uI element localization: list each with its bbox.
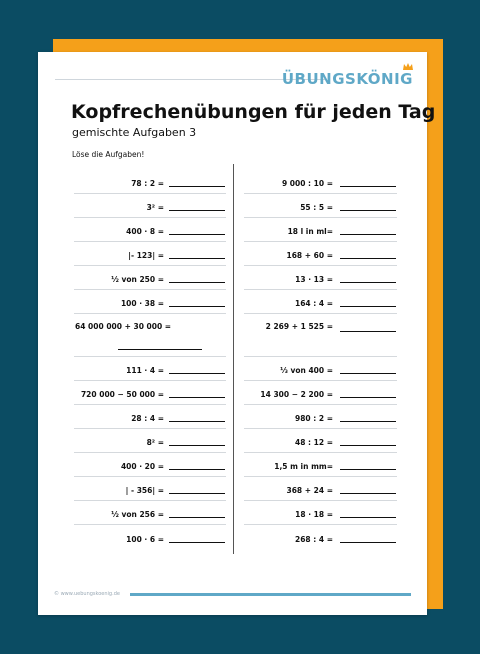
task-row bbox=[74, 381, 226, 405]
task-row bbox=[244, 290, 397, 314]
answer-line[interactable] bbox=[340, 469, 396, 470]
task-expression: 980 : 2 = bbox=[295, 414, 333, 423]
answer-line[interactable] bbox=[169, 397, 225, 398]
task-row bbox=[74, 194, 226, 218]
task-row bbox=[244, 357, 397, 381]
task-expression: 78 : 2 = bbox=[131, 179, 164, 188]
answer-line[interactable] bbox=[340, 258, 396, 259]
task-expression: 9 000 : 10 = bbox=[281, 179, 333, 188]
answer-line[interactable] bbox=[340, 306, 396, 307]
answer-line[interactable] bbox=[340, 373, 396, 374]
crown-icon bbox=[403, 63, 413, 70]
answer-line[interactable] bbox=[340, 210, 396, 211]
task-row bbox=[244, 218, 397, 242]
task-row bbox=[74, 290, 226, 314]
answer-line[interactable] bbox=[340, 445, 396, 446]
task-expression: 3² = bbox=[146, 203, 164, 212]
answer-line[interactable] bbox=[340, 542, 396, 543]
task-row bbox=[74, 453, 226, 477]
task-expression: ½ von 256 = bbox=[111, 510, 164, 519]
task-expression: |- 123| = bbox=[128, 251, 164, 260]
answer-line[interactable] bbox=[340, 493, 396, 494]
task-row bbox=[244, 266, 397, 290]
answer-line[interactable] bbox=[118, 349, 202, 350]
task-row bbox=[74, 405, 226, 429]
answer-line[interactable] bbox=[340, 282, 396, 283]
task-expression: 400 · 8 = bbox=[126, 227, 164, 236]
task-expression: 18 · 18 = bbox=[295, 510, 333, 519]
answer-line[interactable] bbox=[340, 331, 396, 332]
task-row bbox=[74, 429, 226, 453]
task-row bbox=[244, 242, 397, 266]
task-row bbox=[244, 429, 397, 453]
task-expression: 111 · 4 = bbox=[126, 366, 164, 375]
answer-line[interactable] bbox=[169, 234, 225, 235]
instruction-text: Löse die Aufgaben! bbox=[72, 150, 145, 159]
task-expression: 55 : 5 = bbox=[300, 203, 333, 212]
answer-line[interactable] bbox=[169, 282, 225, 283]
task-expression: 8² = bbox=[146, 438, 164, 447]
task-expression: 14 300 − 2 200 = bbox=[260, 390, 333, 399]
answer-line[interactable] bbox=[340, 186, 396, 187]
answer-line[interactable] bbox=[169, 258, 225, 259]
task-expression: 100 · 6 = bbox=[126, 535, 164, 544]
task-expression: 268 : 4 = bbox=[295, 535, 333, 544]
task-expression: ⅓ von 400 = bbox=[280, 366, 333, 375]
task-row bbox=[244, 381, 397, 405]
task-row bbox=[74, 525, 226, 549]
footer-url[interactable]: © www.uebungskoenig.de bbox=[54, 591, 120, 597]
task-row bbox=[74, 266, 226, 290]
task-row bbox=[244, 314, 397, 357]
task-row bbox=[244, 525, 397, 549]
task-expression: 28 : 4 = bbox=[131, 414, 164, 423]
answer-line[interactable] bbox=[169, 210, 225, 211]
task-row bbox=[74, 357, 226, 381]
answer-line[interactable] bbox=[169, 493, 225, 494]
answer-line[interactable] bbox=[169, 421, 225, 422]
task-expression: 164 : 4 = bbox=[295, 299, 333, 308]
task-row bbox=[244, 477, 397, 501]
answer-line[interactable] bbox=[169, 373, 225, 374]
task-expression: ½ von 250 = bbox=[111, 275, 164, 284]
task-expression: 18 l in ml= bbox=[287, 227, 333, 236]
task-expression: 13 · 13 = bbox=[295, 275, 333, 284]
task-row bbox=[74, 501, 226, 525]
task-expression: 1,5 m in mm= bbox=[274, 462, 333, 471]
answer-line[interactable] bbox=[169, 186, 225, 187]
answer-line[interactable] bbox=[340, 517, 396, 518]
answer-line[interactable] bbox=[340, 397, 396, 398]
task-row bbox=[74, 242, 226, 266]
task-expression: 2 269 + 1 525 = bbox=[265, 322, 333, 331]
answer-line[interactable] bbox=[169, 445, 225, 446]
page-subtitle: gemischte Aufgaben 3 bbox=[72, 126, 197, 139]
task-expression: 64 000 000 + 30 000 = bbox=[75, 322, 172, 331]
task-row bbox=[74, 218, 226, 242]
answer-line[interactable] bbox=[169, 542, 225, 543]
task-row bbox=[244, 453, 397, 477]
answer-line[interactable] bbox=[169, 469, 225, 470]
column-divider bbox=[233, 164, 234, 554]
task-expression: 168 + 60 = bbox=[286, 251, 333, 260]
task-row bbox=[74, 170, 226, 194]
task-row bbox=[244, 501, 397, 525]
answer-line[interactable] bbox=[169, 517, 225, 518]
worksheet-page bbox=[38, 52, 436, 615]
answer-line[interactable] bbox=[169, 306, 225, 307]
task-expression: 368 + 24 = bbox=[286, 486, 333, 495]
page-title: Kopfrechenübungen für jeden Tag bbox=[71, 101, 436, 123]
task-expression: 100 · 38 = bbox=[120, 299, 164, 308]
task-row bbox=[244, 405, 397, 429]
task-row bbox=[74, 314, 226, 357]
task-expression: | - 356| = bbox=[125, 486, 164, 495]
task-expression: 48 : 12 = bbox=[295, 438, 333, 447]
answer-line[interactable] bbox=[340, 234, 396, 235]
footer-bar bbox=[130, 593, 411, 596]
task-row bbox=[244, 194, 397, 218]
task-row bbox=[244, 170, 397, 194]
task-expression: 400 · 20 = bbox=[120, 462, 164, 471]
task-row bbox=[74, 477, 226, 501]
task-expression: 720 000 − 50 000 = bbox=[80, 390, 164, 399]
brand-logo: ÜBUNGSKÖNIG bbox=[281, 70, 413, 88]
answer-line[interactable] bbox=[340, 421, 396, 422]
